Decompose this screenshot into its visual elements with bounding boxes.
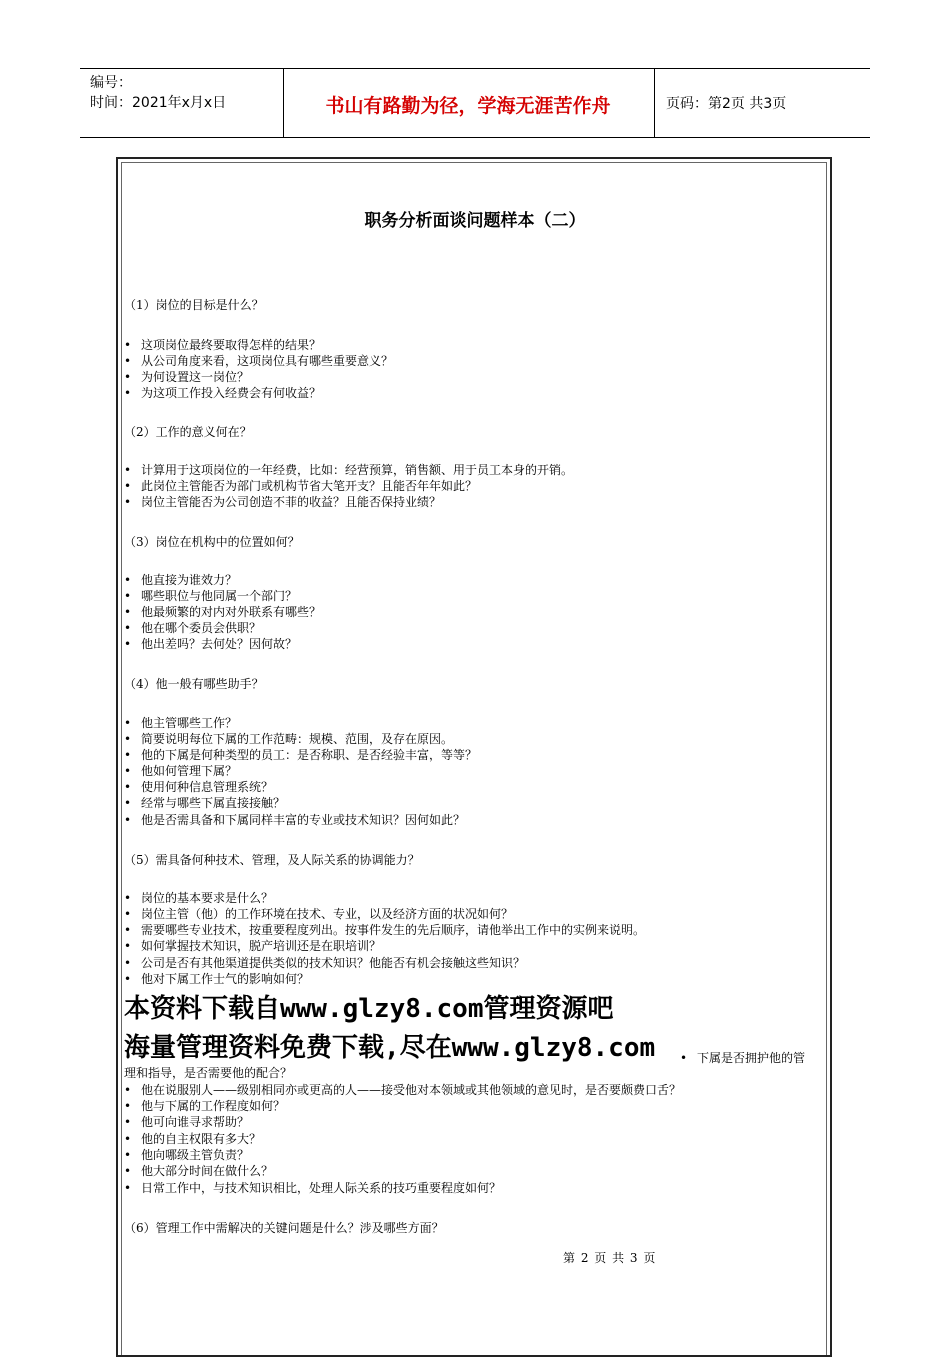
bullet-icon: • — [124, 1115, 132, 1129]
list-item — [124, 922, 645, 938]
list-item — [124, 906, 513, 922]
bullet-icon: • — [124, 479, 132, 493]
line-text: 为这项工作投入经费会有何收益？ — [141, 386, 322, 400]
line-text: 为何设置这一岗位？ — [141, 370, 250, 384]
number-label: 编号： — [90, 75, 132, 91]
bullet-icon: • — [124, 495, 132, 509]
line-text: （4）他一般有哪些助手？ — [124, 677, 264, 691]
line-text: 他的下属是何种类型的员工：是否称职、是否经验丰富，等等？ — [141, 748, 478, 762]
list-item — [124, 462, 573, 478]
section-heading — [124, 1220, 444, 1236]
section-heading — [124, 852, 420, 868]
list-item — [124, 747, 477, 763]
list-item — [124, 353, 393, 369]
line-text: （6）管理工作中需解决的关键问题是什么？涉及哪些方面？ — [124, 1221, 444, 1235]
bullet-icon: • — [124, 813, 132, 827]
watermark-line-1: 本资料下载自www.glzy8.com管理资源吧 — [124, 994, 614, 1024]
section-heading — [124, 676, 264, 692]
list-item — [124, 369, 249, 385]
line-text: 需要哪些专业技术，按重要程度列出。按事件发生的先后顺序，请他举出工作中的实例来说明。 — [141, 923, 646, 937]
line-text: 理和指导，是否需要他的配合？ — [124, 1066, 293, 1080]
line-text: 经常与哪些下属直接接触？ — [141, 796, 286, 810]
list-item — [124, 971, 309, 987]
list-item — [124, 812, 465, 828]
time-label: 时间：2021年x月x日 — [90, 95, 227, 111]
line-text: 他可向谁寻求帮助？ — [141, 1115, 250, 1129]
bullet-icon: • — [124, 1099, 132, 1113]
line-text: 此岗位主管能否为部门或机构节省大笔开支？且能否年年如此？ — [141, 479, 478, 493]
inline-bullet-text: 下属是否拥护他的管 — [697, 1051, 806, 1065]
list-item — [124, 1180, 501, 1196]
section-heading — [124, 534, 300, 550]
list-item — [124, 1163, 273, 1179]
list-item — [124, 731, 453, 747]
line-text: （1）岗位的目标是什么？ — [124, 298, 264, 312]
list-item — [124, 494, 441, 510]
list-item — [124, 763, 237, 779]
bullet-icon: • — [124, 796, 132, 810]
line-text: 他主管哪些工作？ — [141, 716, 238, 730]
list-item — [124, 588, 297, 604]
line-text: 岗位主管能否为公司创造不菲的收益？且能否保持业绩？ — [141, 495, 442, 509]
list-item — [124, 636, 297, 652]
line-text: 岗位的基本要求是什么？ — [141, 891, 274, 905]
list-item — [124, 955, 525, 971]
bullet-icon: • — [124, 891, 132, 905]
line-text: 他对下属工作士气的影响如何？ — [141, 972, 310, 986]
list-item — [124, 385, 321, 401]
line-text: 使用何种信息管理系统？ — [141, 780, 274, 794]
header-divider — [654, 69, 655, 137]
line-text: 他的自主权限有多大？ — [141, 1132, 262, 1146]
line-text: 岗位主管（他）的工作环境在技术、专业，以及经济方面的状况如何？ — [141, 907, 514, 921]
line-text: 如何掌握技术知识，脱产培训还是在职培训？ — [141, 939, 382, 953]
line-text: 他最频繁的对内对外联系有哪些？ — [141, 605, 322, 619]
line-text: 哪些职位与他同属一个部门？ — [141, 589, 298, 603]
bullet-icon: • — [124, 972, 132, 986]
bullet-icon: • — [124, 386, 132, 400]
line-text: （3）岗位在机构中的位置如何？ — [124, 535, 300, 549]
list-item — [124, 938, 381, 954]
list-item — [124, 795, 285, 811]
list-item — [124, 1131, 261, 1147]
list-item — [124, 779, 273, 795]
list-item — [124, 1082, 681, 1098]
header-motto: 书山有路勤为径，学海无涯苦作舟 — [325, 95, 611, 117]
list-item — [124, 620, 261, 636]
line-text: 这项岗位最终要取得怎样的结果？ — [141, 338, 322, 352]
bullet-icon: • — [124, 1164, 132, 1178]
bullet-icon: • — [124, 732, 132, 746]
list-item — [124, 1098, 285, 1114]
line-text: 从公司角度来看，这项岗位具有哪些重要意义？ — [141, 354, 394, 368]
line-text: 他出差吗？去何处？因何故？ — [141, 637, 298, 651]
line-text: 他与下属的工作程度如何？ — [141, 1099, 286, 1113]
bullet-icon: • — [124, 780, 132, 794]
bullet-icon: • — [680, 1051, 688, 1065]
bullet-icon: • — [124, 354, 132, 368]
bullet-icon: • — [124, 716, 132, 730]
line-text: （5）需具备何种技术、管理，及人际关系的协调能力？ — [124, 853, 420, 867]
bullet-icon: • — [124, 573, 132, 587]
inline-bullet-item — [680, 1049, 805, 1066]
watermark-line-2: 海量管理资料免费下载,尽在www.glzy8.com — [124, 1033, 656, 1063]
line-text: 他在说服别人——级别相同亦或更高的人——接受他对本领域或其他领域的意见时，是否要颇费口舌？ — [141, 1083, 682, 1097]
list-item — [124, 1114, 249, 1130]
bullet-icon: • — [124, 1181, 132, 1195]
page-header — [80, 68, 870, 138]
line-text: 简要说明每位下属的工作范畴：规模、范围，及存在原因。 — [141, 732, 454, 746]
list-item — [124, 572, 237, 588]
line-text: 日常工作中，与技术知识相比，处理人际关系的技巧重要程度如何？ — [141, 1181, 502, 1195]
bullet-icon: • — [124, 923, 132, 937]
list-item — [124, 337, 321, 353]
line-text: 他在哪个委员会供职？ — [141, 621, 262, 635]
bullet-icon: • — [124, 621, 132, 635]
line-text: 他直接为谁效力？ — [141, 573, 238, 587]
bullet-icon: • — [124, 589, 132, 603]
list-item — [124, 1147, 249, 1163]
section-heading — [124, 424, 252, 440]
bullet-icon: • — [124, 907, 132, 921]
bullet-icon: • — [124, 1148, 132, 1162]
bullet-icon: • — [124, 748, 132, 762]
bullet-icon: • — [124, 605, 132, 619]
line-text: 他如何管理下属？ — [141, 764, 238, 778]
bullet-icon: • — [124, 939, 132, 953]
header-page-info: 页码：第2页 共3页 — [666, 96, 787, 112]
list-item — [124, 890, 273, 906]
list-item — [124, 478, 477, 494]
bullet-icon: • — [124, 764, 132, 778]
line-text: 计算用于这项岗位的一年经费，比如：经营预算，销售额、用于员工本身的开销。 — [141, 463, 574, 477]
bullet-icon: • — [124, 637, 132, 651]
bullet-icon: • — [124, 956, 132, 970]
line-text: 公司是否有其他渠道提供类似的技术知识？他能否有机会接触这些知识？ — [141, 956, 526, 970]
page-footer: 第 2 页 共 3 页 — [563, 1251, 657, 1265]
section-heading — [124, 1065, 292, 1081]
line-text: 他是否需具备和下属同样丰富的专业或技术知识？因何如此？ — [141, 813, 466, 827]
bullet-icon: • — [124, 1083, 132, 1097]
line-text: 他向哪级主管负责？ — [141, 1148, 250, 1162]
line-text: （2）工作的意义何在？ — [124, 425, 252, 439]
bullet-icon: • — [124, 338, 132, 352]
line-text: 他大部分时间在做什么？ — [141, 1164, 274, 1178]
bullet-icon: • — [124, 1132, 132, 1146]
bullet-icon: • — [124, 370, 132, 384]
header-meta — [90, 73, 226, 113]
section-heading — [124, 297, 264, 313]
list-item — [124, 604, 321, 620]
list-item — [124, 715, 237, 731]
document-title: 职务分析面谈问题样本（二） — [364, 211, 586, 231]
bullet-icon: • — [124, 463, 132, 477]
